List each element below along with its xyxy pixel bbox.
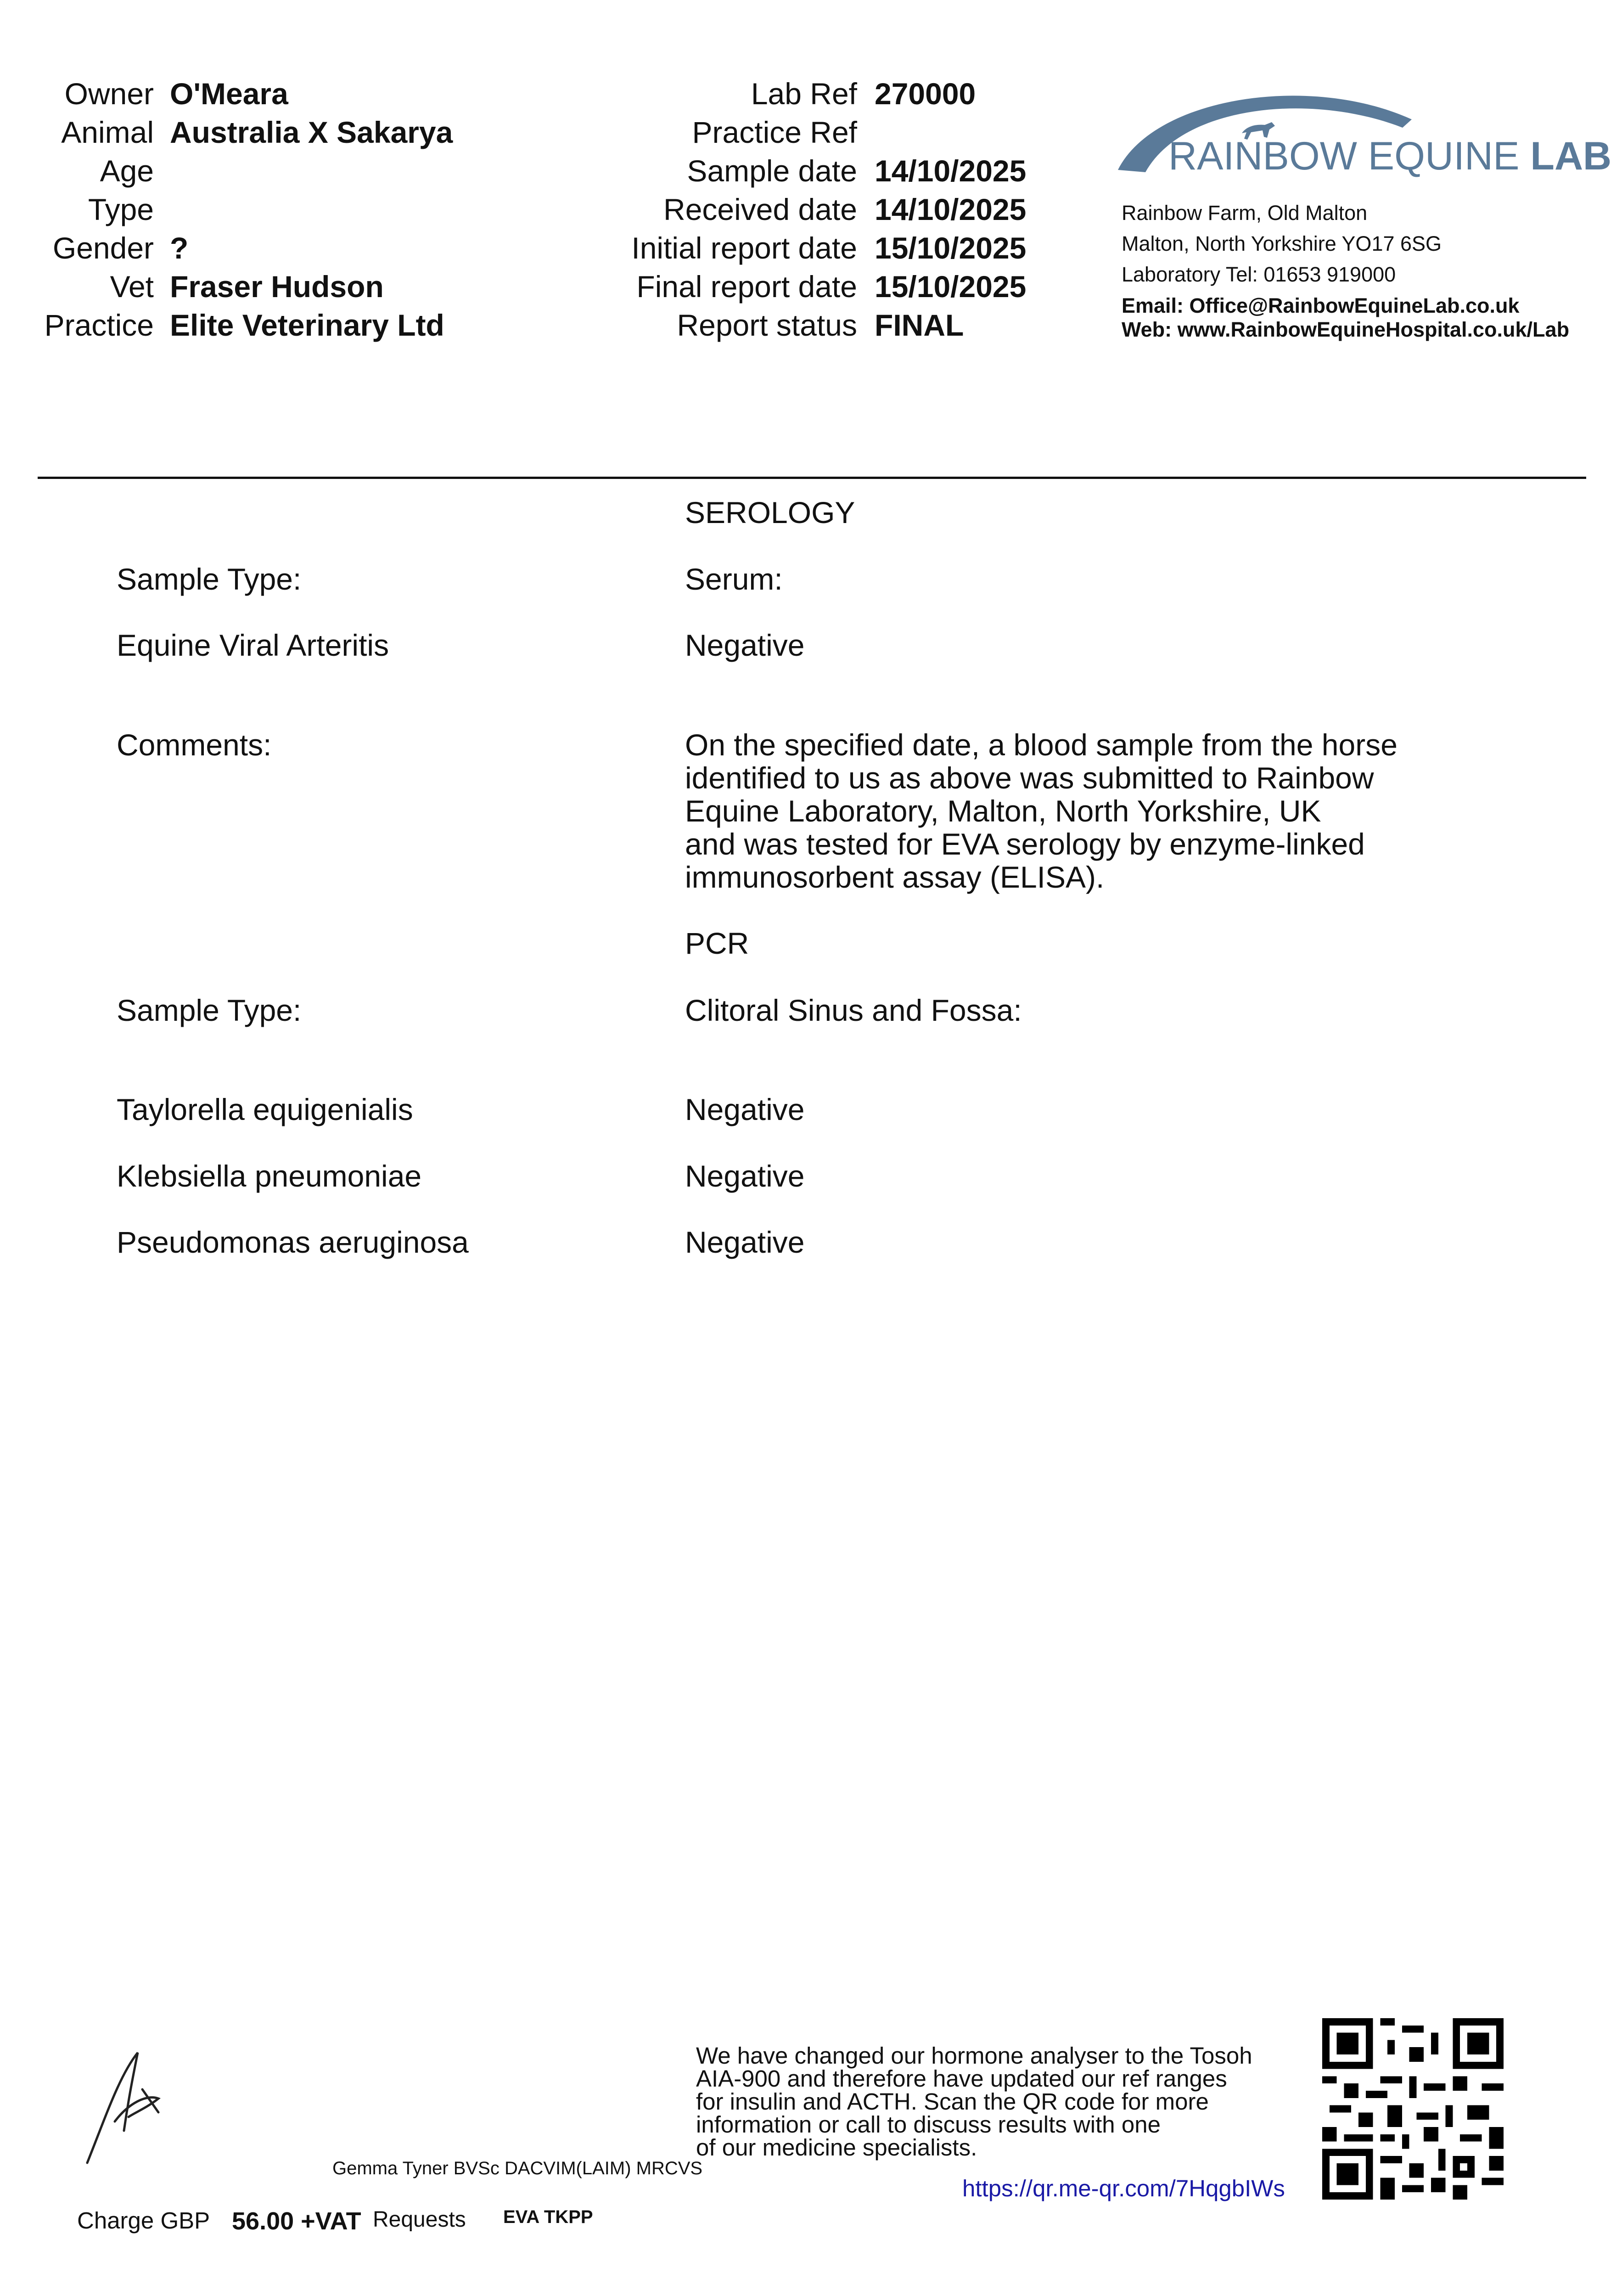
type-label: Type xyxy=(88,192,154,226)
pcr-sample-type-value: Clitoral Sinus and Fossa: xyxy=(685,993,1022,1027)
pcr-test-result: Negative xyxy=(685,1092,805,1126)
header-divider xyxy=(38,477,1586,479)
serology-sample-type-value: Serum: xyxy=(685,562,783,596)
received-date-value: 14/10/2025 xyxy=(875,192,1027,226)
qr-code-icon[interactable] xyxy=(1322,2018,1504,2200)
serology-title: SEROLOGY xyxy=(685,495,855,529)
comments-line: Equine Laboratory, Malton, North Yorkshire, UK xyxy=(685,794,1321,828)
initial-report-value: 15/10/2025 xyxy=(875,231,1027,265)
notice-line: We have changed our hormone analyser to the Tosoh xyxy=(696,2043,1252,2069)
lab-ref-label: Lab Ref xyxy=(751,77,857,111)
logo-text: RAINBOW EQUINE xyxy=(1168,134,1531,178)
qr-link[interactable]: https://qr.me-qr.com/7HqgbIWs xyxy=(962,2175,1285,2201)
owner-value: O'Meara xyxy=(170,77,288,111)
owner-label: Owner xyxy=(64,77,154,111)
final-report-label: Final report date xyxy=(636,270,857,304)
comments-line: On the specified date, a blood sample from the horse xyxy=(685,728,1398,762)
pcr-sample-type-label: Sample Type: xyxy=(117,993,302,1027)
notice-line: of our medicine specialists. xyxy=(696,2134,977,2161)
pcr-test-name: Taylorella equigenialis xyxy=(117,1092,413,1126)
status-label: Report status xyxy=(677,308,857,342)
practice-value: Elite Veterinary Ltd xyxy=(170,308,444,342)
charge-label: Charge GBP xyxy=(77,2207,210,2234)
lab-logo xyxy=(1113,78,1612,184)
address-line-2: Malton, North Yorkshire YO17 6SG xyxy=(1122,232,1442,255)
comments-line: immunosorbent assay (ELISA). xyxy=(685,860,1105,894)
practice-ref-label: Practice Ref xyxy=(692,115,857,149)
comments-line: and was tested for EVA serology by enzyme-linked xyxy=(685,827,1365,861)
final-report-value: 15/10/2025 xyxy=(875,270,1027,304)
vet-value: Fraser Hudson xyxy=(170,270,384,304)
notice-line: AIA-900 and therefore have updated our ref ranges xyxy=(696,2065,1227,2092)
received-date-label: Received date xyxy=(663,192,857,226)
notice-line: for insulin and ACTH. Scan the QR code for more xyxy=(696,2088,1209,2115)
vet-label: Vet xyxy=(110,270,154,304)
animal-value: Australia X Sakarya xyxy=(170,115,453,149)
pcr-title: PCR xyxy=(685,926,749,960)
serology-sample-type-label: Sample Type: xyxy=(117,562,302,596)
comments-label: Comments: xyxy=(117,728,272,762)
sample-date-value: 14/10/2025 xyxy=(875,154,1027,188)
sample-date-label: Sample date xyxy=(687,154,857,188)
notice-line: information or call to discuss results with one xyxy=(696,2111,1161,2138)
pcr-test-name: Klebsiella pneumoniae xyxy=(117,1159,422,1193)
logo-text-lab: LAB xyxy=(1530,134,1612,178)
address-line-1: Rainbow Farm, Old Malton xyxy=(1122,201,1368,225)
pcr-test-result: Negative xyxy=(685,1159,805,1193)
lab-ref-value: 270000 xyxy=(875,77,976,111)
eva-test-result: Negative xyxy=(685,628,805,662)
pcr-test-result: Negative xyxy=(685,1225,805,1259)
evа-test-name: Equine Viral Arteritis xyxy=(117,628,389,662)
comments-line: identified to us as above was submitted to Rainbow xyxy=(685,761,1374,795)
gender-label: Gender xyxy=(52,231,154,265)
charge-value: 56.00 +VAT xyxy=(232,2207,361,2235)
requests-label: Requests xyxy=(373,2207,466,2232)
pcr-test-name: Pseudomonas aeruginosa xyxy=(117,1225,469,1259)
requests-value: EVA TKPP xyxy=(503,2207,593,2227)
animal-label: Animal xyxy=(61,115,154,149)
lab-telephone: Laboratory Tel: 01653 919000 xyxy=(1122,263,1396,286)
initial-report-label: Initial report date xyxy=(631,231,857,265)
status-value: FINAL xyxy=(875,308,964,342)
age-label: Age xyxy=(100,154,154,188)
signature-icon xyxy=(78,2048,170,2167)
practice-label: Practice xyxy=(44,308,154,342)
lab-website: Web: www.RainbowEquineHospital.co.uk/Lab xyxy=(1122,318,1570,341)
lab-email: Email: Office@RainbowEquineLab.co.uk xyxy=(1122,294,1520,317)
signatory-name: Gemma Tyner BVSc DACVIM(LAIM) MRCVS xyxy=(332,2158,703,2178)
gender-value: ? xyxy=(170,231,189,265)
